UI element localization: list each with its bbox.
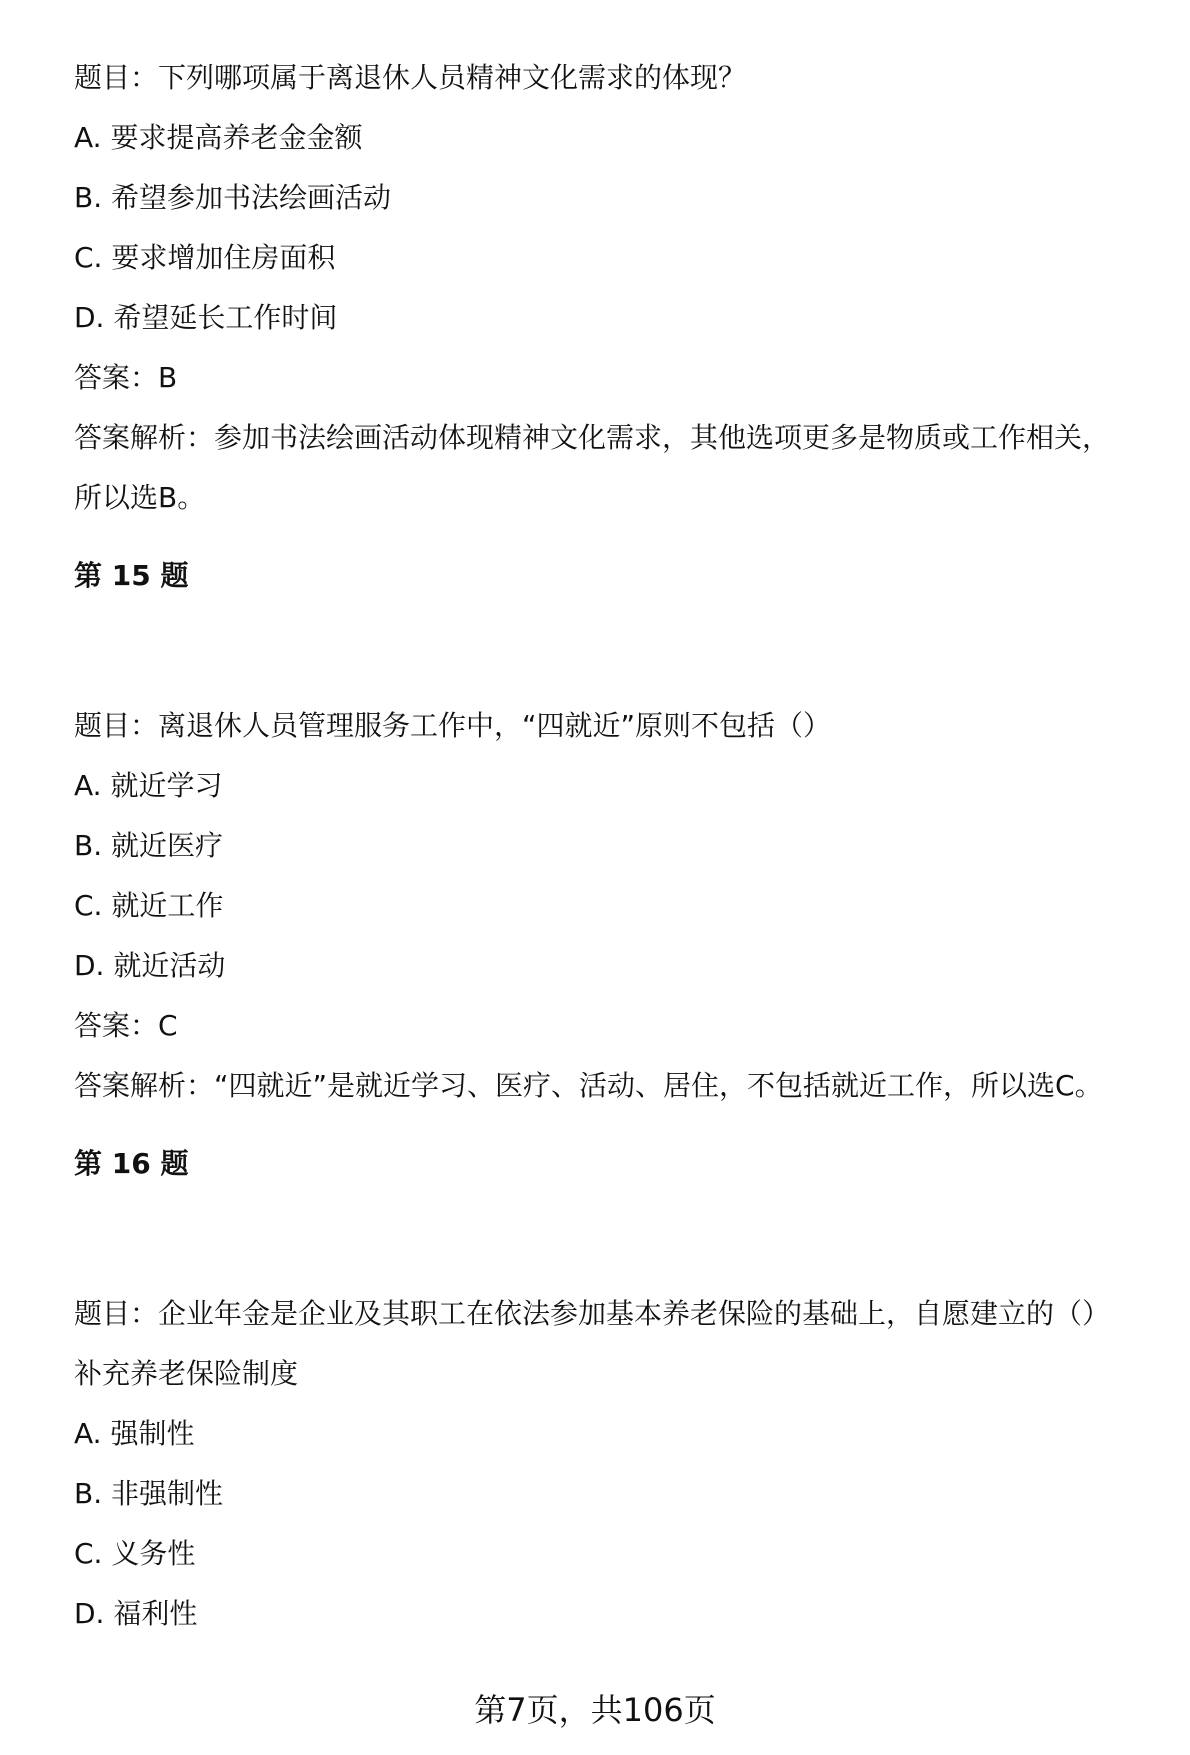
question-heading: 第 16 题 [74,1147,189,1180]
question-text: 题目：离退休人员管理服务工作中，“四就近”原则不包括（） [74,709,832,742]
page-footer: 第7页，共106页 [474,1691,716,1729]
option-d: D. 就近活动 [74,949,226,982]
option-c: C. 就近工作 [74,889,224,922]
question-text: 题目：企业年金是企业及其职工在依法参加基本养老保险的基础上，自愿建立的（）补充养老保险制度 [74,1297,1111,1390]
question-block-14 [74,48,1154,528]
option-b: B. 就近医疗 [74,829,224,862]
option-a: A. 就近学习 [74,769,223,802]
document-page [74,48,1154,1644]
option-c: C. 义务性 [74,1537,196,1570]
option-a: A. 要求提高养老金金额 [74,121,363,154]
option-b: B. 非强制性 [74,1477,224,1510]
question-block-15 [74,546,1154,1116]
answer-explanation: 答案解析：“四就近”是就近学习、医疗、活动、居住，不包括就近工作，所以选C。 [74,1069,1103,1102]
option-c: C. 要求增加住房面积 [74,241,336,274]
option-d: D. 福利性 [74,1597,198,1630]
answer-explanation: 答案解析：参加书法绘画活动体现精神文化需求，其他选项更多是物质或工作相关，所以选B。 [74,421,1111,514]
question-text: 题目：下列哪项属于离退休人员精神文化需求的体现？ [74,61,747,94]
answer: 答案：C [74,1009,178,1042]
option-b: B. 希望参加书法绘画活动 [74,181,392,214]
option-a: A. 强制性 [74,1417,195,1450]
option-d: D. 希望延长工作时间 [74,301,338,334]
question-heading: 第 15 题 [74,559,189,592]
answer: 答案：B [74,361,178,394]
question-block-16 [74,1134,1154,1644]
